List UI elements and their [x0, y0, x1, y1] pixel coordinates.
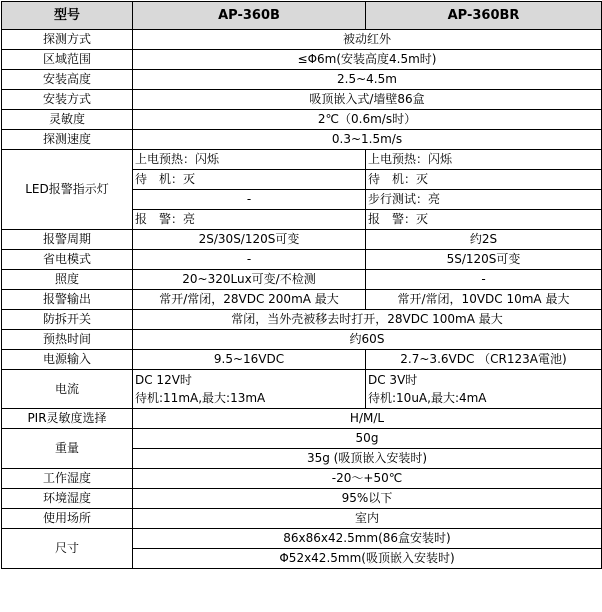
label-detect-speed: 探测速度 [2, 130, 133, 150]
row-location [2, 509, 602, 529]
value-alarm-output-b: 常开/常闭，10VDC 10mA 最大 [366, 290, 602, 310]
value-install-height: 2.5~4.5m [133, 70, 602, 90]
value-tamper: 常闭，当外壳被移去时打开，28VDC 100mA 最大 [133, 310, 602, 330]
value-current-b [366, 370, 602, 409]
row-tamper [2, 310, 602, 330]
row-detection-method [2, 30, 602, 50]
header-model-b: AP-360BR [366, 2, 602, 30]
row-detect-speed [2, 130, 602, 150]
value-work-temp: -20～+50℃ [133, 469, 602, 489]
label-env-humidity: 环境湿度 [2, 489, 133, 509]
current-b-line-1: DC 3V时 [368, 373, 418, 387]
row-install-method [2, 90, 602, 110]
label-current: 电流 [2, 370, 133, 409]
row-led-1 [2, 150, 602, 170]
led-b-walk-test: 步行测试：亮 [366, 190, 602, 210]
label-warmup: 预热时间 [2, 330, 133, 350]
value-illuminance-a: 20~320Lux可变/不检测 [133, 270, 366, 290]
label-power-saving: 省电模式 [2, 250, 133, 270]
value-sensitivity: 2℃（0.6m/s时） [133, 110, 602, 130]
label-detection-method: 探测方式 [2, 30, 133, 50]
value-alarm-period-a: 2S/30S/120S可变 [133, 230, 366, 250]
row-coverage [2, 50, 602, 70]
label-coverage: 区域范围 [2, 50, 133, 70]
current-a-line-1: DC 12V时 [135, 373, 192, 387]
row-illuminance [2, 270, 602, 290]
label-work-temp: 工作湿度 [2, 469, 133, 489]
value-power-input-a: 9.5~16VDC [133, 350, 366, 370]
label-tamper: 防拆开关 [2, 310, 133, 330]
led-b-standby: 待 机：灭 [366, 170, 602, 190]
spec-table [1, 1, 602, 569]
header-model-label: 型号 [2, 2, 133, 30]
label-dimensions: 尺寸 [2, 529, 133, 569]
value-install-method: 吸顶嵌入式/墙壁86盒 [133, 90, 602, 110]
value-env-humidity: 95%以下 [133, 489, 602, 509]
row-pir-sensitivity [2, 409, 602, 429]
led-b-alarm: 报 警：灭 [366, 210, 602, 230]
current-a-line-2: 待机:11mA,最大:13mA [135, 391, 266, 405]
value-detection-method: 被动红外 [133, 30, 602, 50]
row-weight-1 [2, 429, 602, 449]
row-alarm-period [2, 230, 602, 250]
label-install-height: 安装高度 [2, 70, 133, 90]
led-a-walk-test: - [133, 190, 366, 210]
value-pir-sensitivity: H/M/L [133, 409, 602, 429]
led-a-alarm: 报 警：亮 [133, 210, 366, 230]
label-pir-sensitivity: PIR灵敏度选择 [2, 409, 133, 429]
value-weight-1: 50g [133, 429, 602, 449]
row-power-input [2, 350, 602, 370]
label-weight: 重量 [2, 429, 133, 469]
value-power-input-b: 2.7~3.6VDC （CR123A電池) [366, 350, 602, 370]
label-alarm-output: 报警输出 [2, 290, 133, 310]
row-dimensions-1 [2, 529, 602, 549]
value-warmup: 约60S [133, 330, 602, 350]
label-location: 使用场所 [2, 509, 133, 529]
current-b-line-2: 待机:10uA,最大:4mA [368, 391, 487, 405]
label-power-input: 电源输入 [2, 350, 133, 370]
value-dimensions-1: 86x86x42.5mm(86盒安装时) [133, 529, 602, 549]
row-warmup [2, 330, 602, 350]
value-weight-2: 35g (吸顶嵌入安装时) [133, 449, 602, 469]
value-coverage: ≤Φ6m(安装高度4.5m时) [133, 50, 602, 70]
row-alarm-output [2, 290, 602, 310]
value-dimensions-2: Φ52x42.5mm(吸顶嵌入安装时) [133, 549, 602, 569]
value-power-saving-a: - [133, 250, 366, 270]
label-led: LED报警指示灯 [2, 150, 133, 230]
value-alarm-output-a: 常开/常闭，28VDC 200mA 最大 [133, 290, 366, 310]
value-detect-speed: 0.3~1.5m/s [133, 130, 602, 150]
header-row [2, 2, 602, 30]
label-alarm-period: 报警周期 [2, 230, 133, 250]
led-a-standby: 待 机：灭 [133, 170, 366, 190]
row-work-temp [2, 469, 602, 489]
value-location: 室内 [133, 509, 602, 529]
value-current-a [133, 370, 366, 409]
led-b-warmup: 上电预热：闪烁 [366, 150, 602, 170]
row-power-saving [2, 250, 602, 270]
label-install-method: 安装方式 [2, 90, 133, 110]
value-power-saving-b: 5S/120S可变 [366, 250, 602, 270]
row-env-humidity [2, 489, 602, 509]
header-model-a: AP-360B [133, 2, 366, 30]
led-a-warmup: 上电预热：闪烁 [133, 150, 366, 170]
value-alarm-period-b: 约2S [366, 230, 602, 250]
label-illuminance: 照度 [2, 270, 133, 290]
label-sensitivity: 灵敏度 [2, 110, 133, 130]
row-sensitivity [2, 110, 602, 130]
value-illuminance-b: - [366, 270, 602, 290]
row-current [2, 370, 602, 409]
row-install-height [2, 70, 602, 90]
